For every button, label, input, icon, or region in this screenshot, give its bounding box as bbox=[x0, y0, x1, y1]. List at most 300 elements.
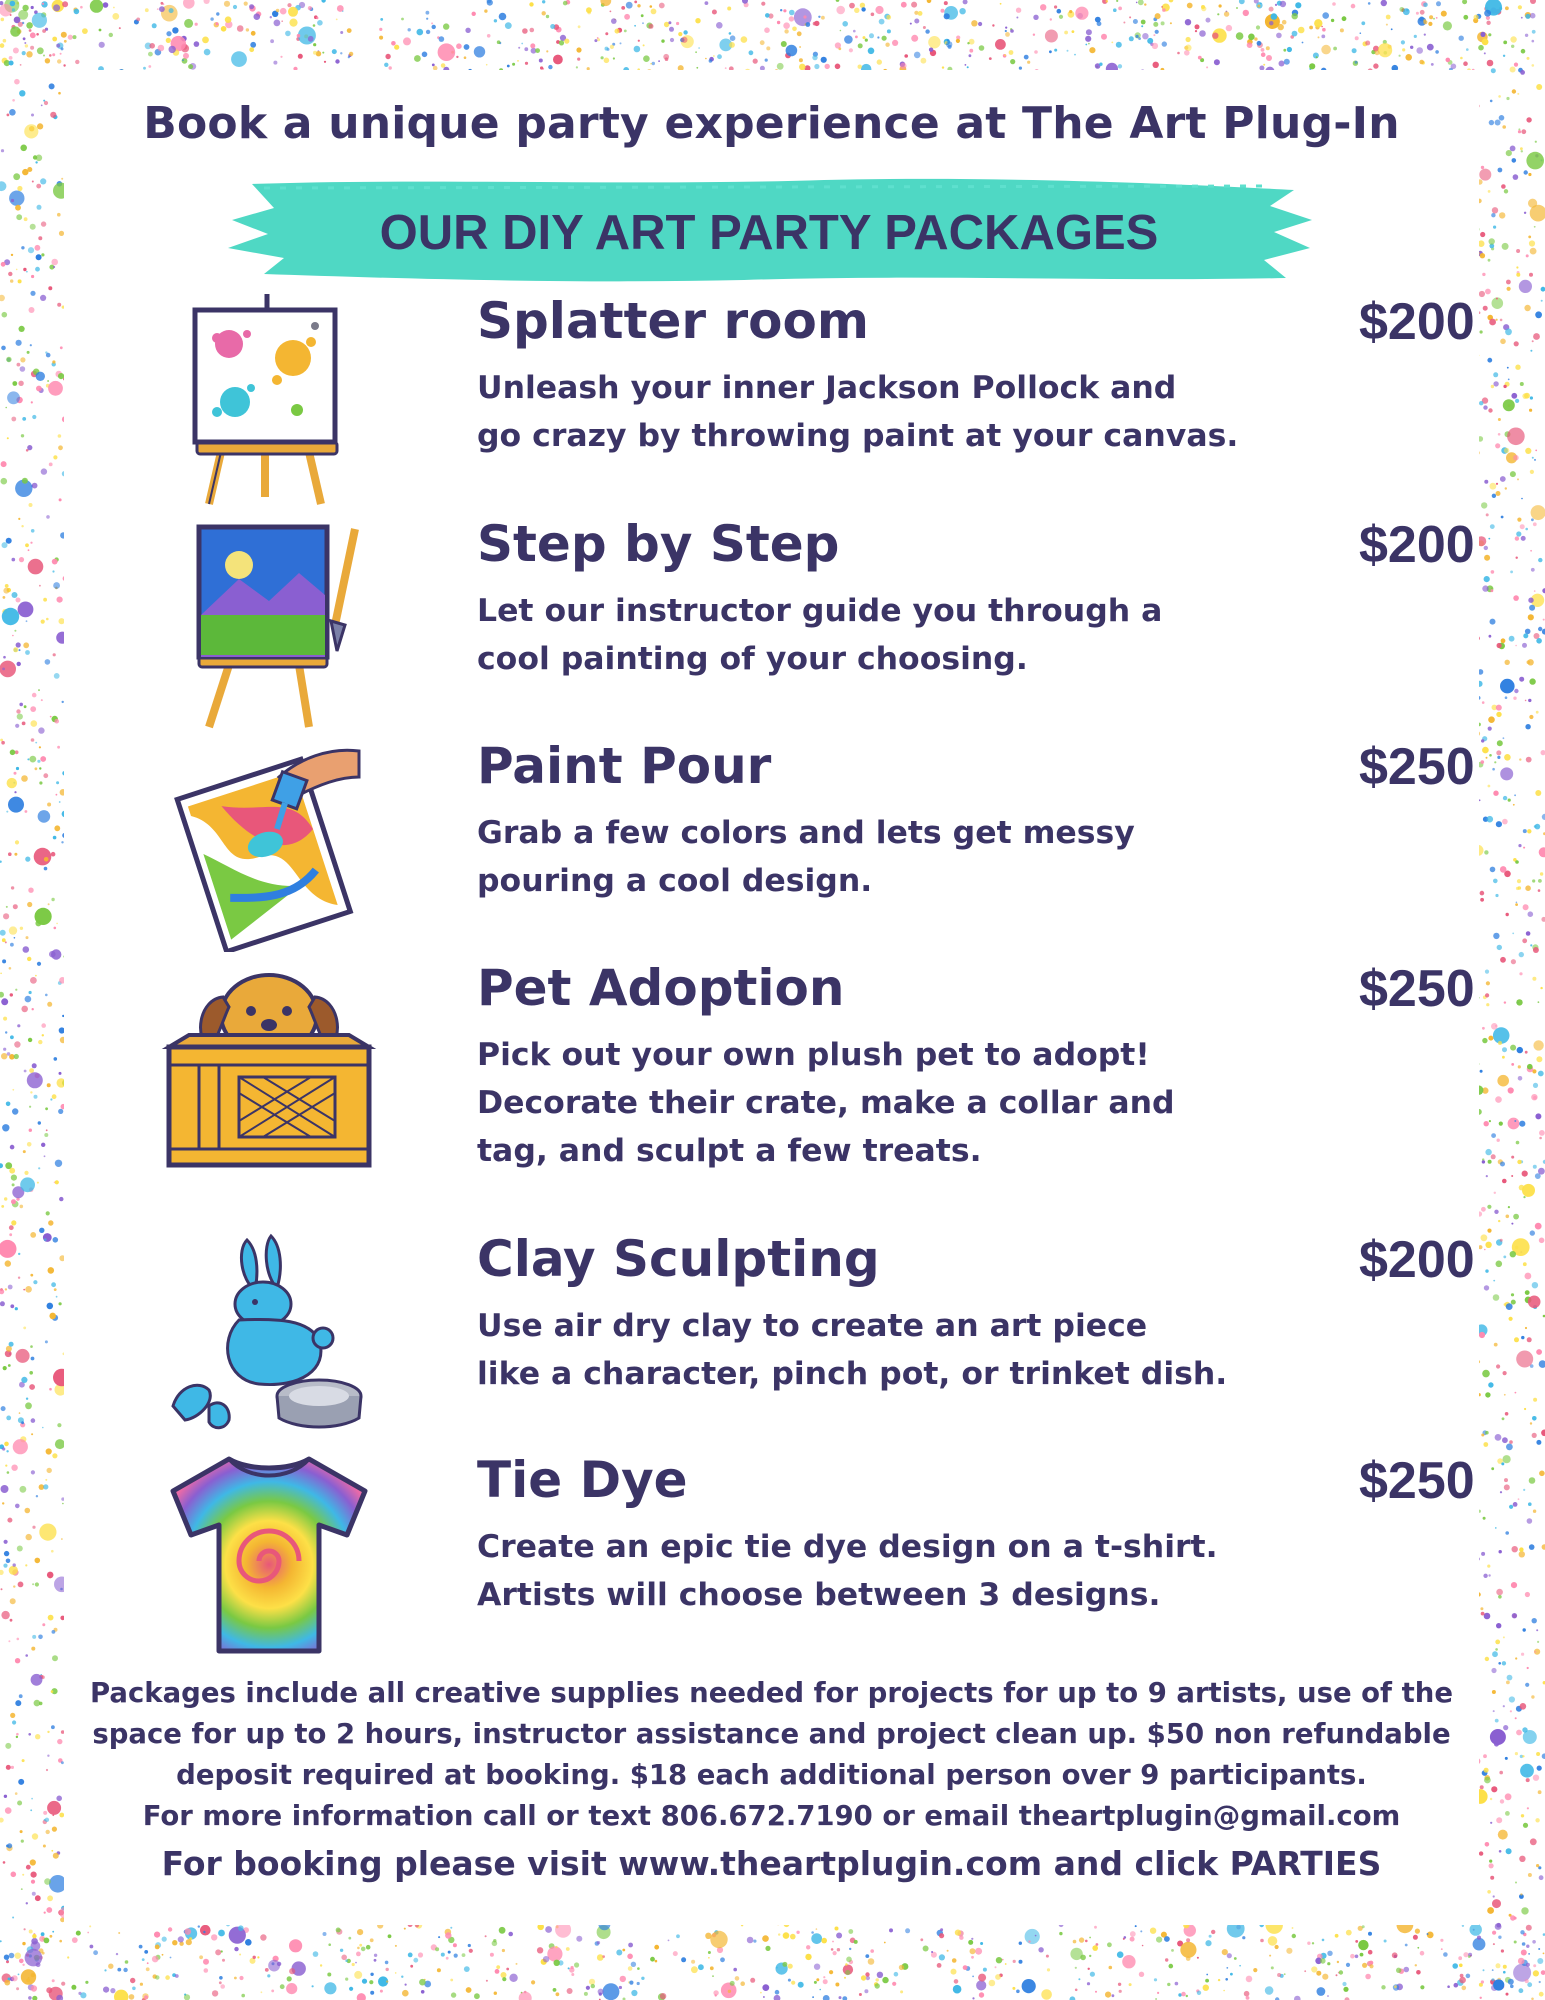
paint-dot bbox=[20, 64, 22, 66]
paint-dot bbox=[1514, 341, 1519, 346]
paint-dot bbox=[1111, 42, 1113, 44]
paint-dot bbox=[717, 54, 722, 59]
paint-dot bbox=[1503, 41, 1507, 45]
paint-dot bbox=[1488, 1160, 1492, 1164]
paint-dot bbox=[1510, 1045, 1516, 1051]
paint-dot bbox=[814, 1981, 817, 1984]
paint-dot bbox=[22, 1964, 24, 1966]
paint-dot bbox=[18, 1974, 20, 1976]
paint-dot bbox=[1451, 64, 1457, 70]
paint-dot bbox=[1532, 1282, 1538, 1288]
paint-dot bbox=[1013, 1960, 1016, 1963]
paint-dot bbox=[1075, 1967, 1077, 1969]
paint-dot bbox=[1536, 1629, 1538, 1631]
paint-dot bbox=[1483, 1574, 1487, 1578]
paint-dot bbox=[31, 738, 35, 742]
paint-dot bbox=[1527, 1982, 1532, 1987]
paint-dot bbox=[18, 1277, 20, 1279]
paint-dot bbox=[783, 22, 790, 29]
paint-dot bbox=[1514, 689, 1518, 693]
paint-dot bbox=[1508, 1087, 1514, 1093]
paint-dot bbox=[1384, 1940, 1387, 1943]
paint-dot bbox=[1493, 1027, 1510, 1044]
paint-dot bbox=[1490, 483, 1497, 490]
paint-dot bbox=[401, 1976, 403, 1978]
paint-dot bbox=[1236, 32, 1244, 40]
paint-dot bbox=[1493, 381, 1498, 386]
paint-dot bbox=[123, 1968, 127, 1972]
paint-dot bbox=[837, 1948, 840, 1951]
paint-dot bbox=[21, 525, 23, 527]
paint-dot bbox=[14, 79, 20, 85]
paint-dot bbox=[388, 1934, 392, 1938]
paint-dot bbox=[234, 1947, 238, 1951]
paint-dot bbox=[1519, 1856, 1525, 1862]
paint-dot bbox=[1497, 1075, 1509, 1087]
paint-dot bbox=[1490, 1822, 1492, 1824]
paint-dot bbox=[1480, 898, 1484, 902]
paint-dot bbox=[89, 1925, 91, 1927]
paint-dot bbox=[1154, 1978, 1157, 1981]
paint-dot bbox=[778, 1933, 780, 1935]
paint-dot bbox=[1533, 1970, 1539, 1976]
paint-dot bbox=[46, 1830, 50, 1834]
paint-dot bbox=[1526, 152, 1544, 170]
paint-dot bbox=[980, 1942, 983, 1945]
paint-dot bbox=[44, 1938, 50, 1944]
paint-dot bbox=[1536, 1752, 1540, 1756]
paint-dot bbox=[10, 1035, 14, 1039]
paint-dot bbox=[421, 1990, 425, 1994]
paint-dot bbox=[765, 1946, 770, 1951]
paint-dot bbox=[914, 52, 921, 59]
paint-dot bbox=[18, 1582, 24, 1588]
paint-dot bbox=[695, 51, 697, 53]
paint-dot bbox=[85, 1981, 88, 1984]
paint-dot bbox=[39, 746, 41, 748]
paint-dot bbox=[1059, 15, 1063, 19]
paint-dot bbox=[1506, 1303, 1513, 1310]
paint-dot bbox=[1508, 379, 1510, 381]
paint-dot bbox=[1024, 55, 1029, 60]
paint-dot bbox=[1540, 872, 1543, 875]
paint-dot bbox=[914, 19, 919, 24]
paint-dot bbox=[29, 756, 36, 763]
paint-dot bbox=[1239, 1965, 1241, 1967]
paint-dot bbox=[1402, 48, 1405, 51]
paint-dot bbox=[16, 1349, 30, 1363]
paint-dot bbox=[1413, 1935, 1418, 1940]
paint-dot bbox=[2, 608, 19, 625]
paint-dot bbox=[464, 1966, 470, 1972]
paint-dot bbox=[835, 64, 841, 70]
paint-dot bbox=[1526, 931, 1531, 936]
paint-dot bbox=[1496, 821, 1502, 827]
paint-dot bbox=[26, 936, 29, 939]
paint-dot bbox=[1431, 63, 1434, 66]
paint-dot bbox=[1515, 1752, 1518, 1755]
paint-dot bbox=[31, 720, 38, 727]
paint-dot bbox=[1004, 54, 1006, 56]
paint-dot bbox=[1502, 1056, 1505, 1059]
paint-dot bbox=[1266, 55, 1272, 61]
paint-dot bbox=[270, 39, 274, 43]
paint-dot bbox=[620, 1976, 626, 1982]
paint-dot bbox=[1484, 555, 1490, 561]
paint-dot bbox=[1525, 448, 1531, 454]
paint-dot bbox=[1474, 15, 1479, 20]
paint-dot bbox=[27, 957, 31, 961]
paint-dot bbox=[14, 791, 16, 793]
paint-dot bbox=[4, 1540, 8, 1544]
paint-dot bbox=[1197, 1957, 1199, 1959]
paint-dot bbox=[1526, 1963, 1530, 1967]
paint-dot bbox=[183, 53, 189, 59]
package-price: $200 bbox=[1359, 293, 1475, 351]
description-line: Artists will choose between 3 designs. bbox=[477, 1577, 1161, 1613]
paint-dot bbox=[35, 1558, 41, 1564]
paint-dot bbox=[280, 56, 282, 58]
paint-dot bbox=[380, 1990, 383, 1993]
paint-dot bbox=[13, 647, 18, 652]
paint-dot bbox=[15, 724, 19, 728]
paint-dot bbox=[1186, 37, 1191, 42]
paint-dot bbox=[51, 898, 54, 901]
paint-dot bbox=[45, 659, 51, 665]
paint-dot bbox=[17, 1546, 23, 1552]
paint-dot bbox=[1484, 850, 1488, 854]
paint-dot bbox=[47, 1303, 54, 1310]
paint-dot bbox=[613, 57, 615, 59]
paint-dot bbox=[1072, 30, 1075, 33]
paint-dot bbox=[456, 43, 462, 49]
paint-dot bbox=[1493, 1979, 1504, 1990]
paint-dot bbox=[545, 1926, 552, 1933]
paint-dot bbox=[1506, 1215, 1510, 1219]
paint-dot bbox=[1257, 41, 1262, 46]
paint-dot bbox=[1482, 701, 1485, 704]
paint-dot bbox=[239, 1954, 241, 1956]
paint-dot bbox=[1533, 1510, 1536, 1513]
paint-dot bbox=[1516, 249, 1520, 253]
paint-dot bbox=[10, 993, 13, 996]
paint-dot bbox=[47, 1002, 52, 1007]
paint-dot bbox=[17, 1024, 20, 1027]
paint-dot bbox=[0, 992, 4, 998]
paint-dot bbox=[1086, 29, 1092, 35]
paint-dot bbox=[31, 1357, 35, 1361]
paint-dot bbox=[218, 1930, 225, 1937]
paint-dot bbox=[1016, 1990, 1020, 1994]
paint-dot bbox=[1198, 56, 1202, 60]
paint-dot bbox=[54, 1057, 58, 1061]
paint-dot bbox=[12, 635, 14, 637]
paint-dot bbox=[597, 1941, 600, 1944]
paint-dot bbox=[1486, 1003, 1489, 1006]
paint-dot bbox=[1035, 1935, 1037, 1937]
paint-dot bbox=[31, 114, 34, 117]
paint-dot bbox=[1492, 768, 1495, 771]
paint-dot bbox=[51, 1850, 53, 1852]
paint-dot bbox=[1498, 1220, 1500, 1222]
paint-dot bbox=[45, 1479, 47, 1481]
paint-dot bbox=[1027, 61, 1030, 64]
paint-dot bbox=[1513, 595, 1519, 601]
paint-dot bbox=[286, 1983, 297, 1994]
paint-dot bbox=[41, 105, 43, 107]
paint-dot bbox=[1312, 1942, 1314, 1944]
paint-dot bbox=[979, 1992, 984, 1997]
paint-dot bbox=[257, 1956, 259, 1958]
paint-dot bbox=[27, 445, 32, 450]
paint-dot bbox=[1523, 904, 1529, 910]
paint-dot bbox=[47, 1083, 51, 1087]
paint-dot bbox=[749, 50, 754, 55]
paint-dot bbox=[31, 1674, 43, 1686]
paint-dot bbox=[36, 1495, 38, 1497]
paint-dot bbox=[34, 848, 52, 866]
paint-dot bbox=[1513, 1502, 1518, 1507]
paint-dot bbox=[1040, 4, 1046, 10]
paint-dot bbox=[1157, 1992, 1159, 1994]
paint-dot bbox=[1529, 409, 1532, 412]
paint-dot bbox=[1496, 298, 1498, 300]
paint-dot bbox=[1493, 226, 1496, 229]
paint-dot bbox=[312, 1985, 314, 1987]
paint-dot bbox=[1539, 1981, 1541, 1983]
paint-dot bbox=[601, 56, 604, 59]
paint-dot bbox=[1144, 3, 1146, 5]
paint-dot bbox=[1527, 660, 1531, 664]
paint-dot bbox=[571, 1966, 574, 1969]
paint-dot bbox=[1543, 1953, 1545, 1955]
paint-dot bbox=[1452, 1963, 1458, 1969]
paint-dot bbox=[1005, 1963, 1007, 1965]
paint-dot bbox=[59, 1197, 63, 1201]
paint-dot bbox=[23, 1150, 26, 1153]
paint-dot bbox=[1487, 358, 1492, 363]
paint-dot bbox=[929, 48, 933, 52]
paint-dot bbox=[374, 1954, 377, 1957]
paint-dot bbox=[1530, 550, 1532, 552]
paint-dot bbox=[1505, 1757, 1508, 1760]
paint-dot bbox=[49, 1388, 52, 1391]
paint-dot bbox=[31, 275, 34, 278]
paint-dot bbox=[576, 1936, 582, 1942]
paint-dot bbox=[441, 63, 446, 68]
paint-dot bbox=[1171, 1949, 1174, 1952]
paint-dot bbox=[1500, 866, 1507, 873]
paint-dot bbox=[298, 27, 316, 45]
paint-dot bbox=[18, 602, 34, 618]
paint-dot bbox=[1502, 1047, 1507, 1052]
paint-dot bbox=[202, 37, 209, 44]
paint-dot bbox=[1417, 1947, 1419, 1949]
paint-dot bbox=[15, 1658, 20, 1663]
paint-dot bbox=[57, 1739, 62, 1744]
paint-dot bbox=[651, 9, 657, 15]
paint-dot bbox=[842, 21, 848, 27]
paint-dot bbox=[1529, 678, 1535, 684]
paint-dot bbox=[1520, 1930, 1524, 1934]
paint-dot bbox=[1537, 1641, 1539, 1643]
paint-dot bbox=[619, 1986, 622, 1989]
paint-dot bbox=[27, 1142, 32, 1147]
paint-dot bbox=[1516, 1351, 1533, 1368]
paint-dot bbox=[1336, 1974, 1338, 1976]
paint-dot bbox=[1526, 117, 1531, 122]
package-clay-sculpting bbox=[64, 1230, 1479, 1445]
paint-dot bbox=[1280, 1, 1286, 7]
paint-dot bbox=[983, 1968, 987, 1972]
paint-dot bbox=[855, 36, 858, 39]
paint-dot bbox=[1321, 35, 1325, 39]
paint-dot bbox=[7, 437, 9, 439]
paint-dot bbox=[1342, 16, 1347, 21]
paint-dot bbox=[1112, 1994, 1115, 1997]
paint-dot bbox=[356, 1952, 361, 1957]
paint-dot bbox=[1519, 1121, 1525, 1127]
paint-dot bbox=[1486, 21, 1490, 25]
paint-dot bbox=[1527, 1337, 1532, 1342]
paint-dot bbox=[968, 1940, 973, 1945]
paint-dot bbox=[1511, 1223, 1513, 1225]
paint-dot bbox=[1327, 1951, 1332, 1956]
paint-dot bbox=[10, 1, 16, 7]
paint-dot bbox=[1504, 189, 1508, 193]
paint-dot bbox=[30, 46, 34, 50]
paint-dot bbox=[142, 1958, 145, 1961]
paint-dot bbox=[650, 1957, 655, 1962]
paint-dot bbox=[1538, 1790, 1542, 1794]
paint-dot bbox=[159, 6, 165, 12]
package-step-by-step bbox=[64, 515, 1479, 730]
paint-dot bbox=[1510, 67, 1516, 73]
paint-dot bbox=[26, 1398, 28, 1400]
paint-dot bbox=[1078, 1978, 1080, 1980]
paint-dot bbox=[394, 45, 399, 50]
paint-dot bbox=[729, 42, 735, 48]
paint-dot bbox=[402, 1990, 409, 1997]
paint-dot bbox=[854, 8, 859, 13]
paint-dot bbox=[1491, 1133, 1496, 1138]
paint-dot bbox=[1518, 886, 1522, 890]
paint-dot bbox=[1373, 63, 1378, 68]
paint-dot bbox=[1528, 173, 1531, 176]
paint-dot bbox=[1480, 330, 1483, 333]
paint-dot bbox=[894, 1972, 899, 1977]
paint-dot bbox=[576, 47, 581, 52]
paint-dot bbox=[340, 1949, 343, 1952]
paint-dot bbox=[781, 41, 787, 47]
paint-dot bbox=[30, 1859, 36, 1865]
paint-dot bbox=[1286, 1948, 1292, 1954]
paint-dot bbox=[359, 1944, 362, 1947]
paint-dot bbox=[185, 1928, 192, 1935]
paint-dot bbox=[967, 42, 969, 44]
paint-dot bbox=[1427, 44, 1434, 51]
paint-dot bbox=[1441, 11, 1447, 17]
paint-dot bbox=[1316, 1971, 1321, 1976]
paint-dot bbox=[47, 1895, 53, 1901]
paint-dot bbox=[1322, 12, 1329, 19]
paint-dot bbox=[602, 1955, 605, 1958]
paint-dot bbox=[4, 1197, 7, 1200]
paint-dot bbox=[911, 2, 917, 8]
paint-dot bbox=[1522, 1942, 1526, 1946]
paint-dot bbox=[21, 434, 24, 437]
paint-dot bbox=[6, 906, 8, 908]
paint-dot bbox=[1517, 93, 1519, 95]
landscape-easel-icon bbox=[159, 515, 379, 730]
paint-dot bbox=[31, 1985, 37, 1991]
paint-dot bbox=[3, 1366, 7, 1370]
paint-dot bbox=[1538, 1001, 1540, 1003]
paint-dot bbox=[50, 112, 56, 118]
paint-dot bbox=[863, 36, 866, 39]
paint-dot bbox=[1502, 125, 1506, 129]
paint-dot bbox=[297, 34, 301, 38]
paint-dot bbox=[1327, 1962, 1330, 1965]
paint-dot bbox=[1, 1611, 9, 1619]
paint-dot bbox=[26, 22, 33, 29]
paint-dot bbox=[1499, 212, 1505, 218]
paint-dot bbox=[1513, 804, 1515, 806]
paint-dot bbox=[61, 1538, 63, 1540]
paint-dot bbox=[1414, 35, 1417, 38]
paint-dot bbox=[41, 221, 46, 226]
paint-dot bbox=[1494, 1210, 1498, 1214]
paint-dot bbox=[705, 1, 709, 5]
paint-dot bbox=[336, 19, 338, 21]
paint-dot bbox=[18, 22, 23, 27]
paint-dot bbox=[22, 417, 26, 421]
paint-dot bbox=[1523, 1489, 1525, 1491]
paint-dot bbox=[1536, 84, 1542, 90]
paint-dot bbox=[729, 32, 732, 35]
paint-dot bbox=[61, 178, 63, 180]
paint-dot bbox=[1541, 300, 1543, 302]
paint-dot bbox=[1495, 1527, 1497, 1529]
paint-dot bbox=[1480, 1070, 1483, 1073]
paint-dot bbox=[1531, 518, 1534, 521]
package-price: $250 bbox=[1359, 738, 1475, 796]
paint-dot bbox=[11, 254, 13, 256]
paint-dot bbox=[649, 24, 654, 29]
paint-dot bbox=[340, 52, 342, 54]
paint-dot bbox=[203, 1959, 209, 1965]
paint-dot bbox=[20, 927, 23, 930]
paint-dot bbox=[1505, 328, 1512, 335]
paint-dot bbox=[370, 1991, 374, 1995]
paint-dot bbox=[1269, 1955, 1271, 1957]
paint-dot bbox=[628, 1943, 633, 1948]
paint-dot bbox=[1386, 24, 1388, 26]
paint-dot bbox=[886, 15, 891, 20]
paint-dot bbox=[1491, 570, 1495, 574]
description-line: pouring a cool design. bbox=[477, 863, 873, 899]
paint-dot bbox=[61, 47, 64, 50]
paint-dot bbox=[287, 1976, 292, 1981]
paint-dot bbox=[1522, 938, 1527, 943]
paint-dot bbox=[357, 1929, 363, 1935]
paint-dot bbox=[280, 8, 287, 15]
paint-dot bbox=[51, 1550, 54, 1553]
paint-dot bbox=[885, 43, 889, 47]
paint-dot bbox=[681, 1957, 686, 1962]
paint-dot bbox=[68, 35, 73, 40]
paint-dot bbox=[1284, 59, 1290, 65]
